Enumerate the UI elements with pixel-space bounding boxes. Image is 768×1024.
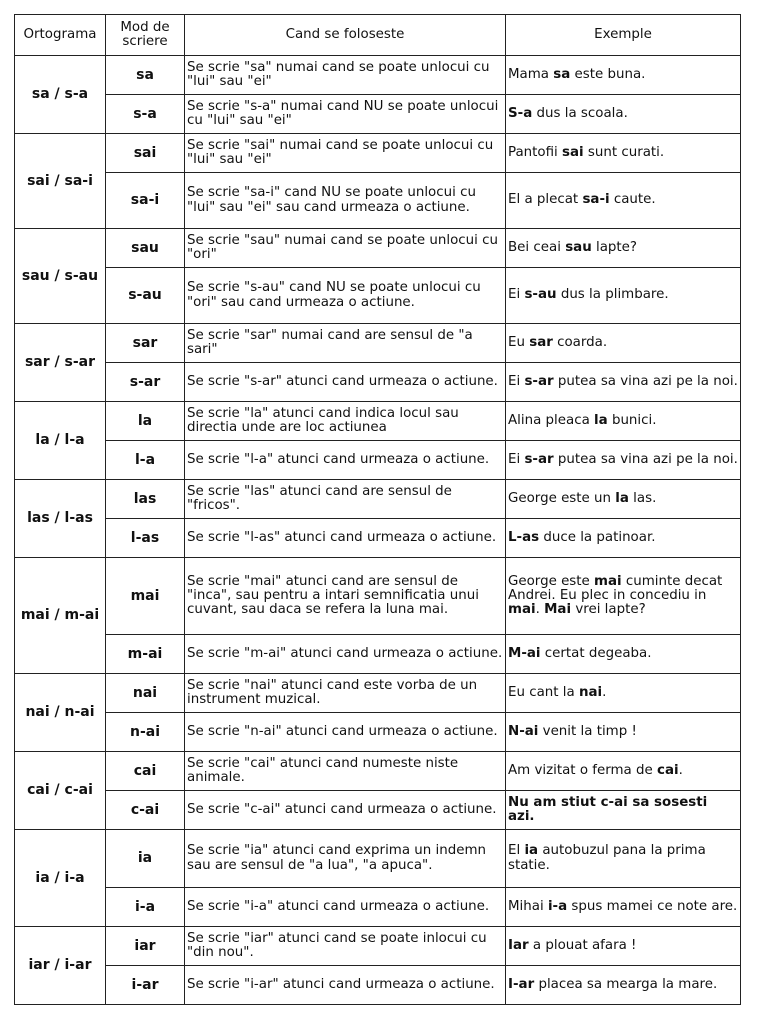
example-cell: Ei s-ar putea sa vina azi pe la noi.: [506, 441, 741, 480]
form-cell: nai: [106, 674, 185, 713]
example-cell: George este mai cuminte decat Andrei. Eu plec in concediu in mai. Mai vrei lapte?: [506, 558, 741, 635]
example-highlight: Nu am stiut c-ai sa sosesti azi.: [508, 794, 708, 824]
table-row: [15, 324, 741, 363]
table-row: [15, 713, 741, 752]
form-cell: i-a: [106, 888, 185, 927]
table-row: [15, 402, 741, 441]
example-cell: Mama sa este buna.: [506, 56, 741, 95]
rule-cell: Se scrie "c-ai" atunci cand urmeaza o actiune.: [185, 791, 506, 830]
table-row: [15, 966, 741, 1005]
header-mod-de-scriere: Mod de scriere: [106, 15, 185, 56]
form-cell: l-a: [106, 441, 185, 480]
form-cell: mai: [106, 558, 185, 635]
orthogram-cell: sai / sa-i: [15, 134, 106, 229]
example-highlight: mai: [508, 602, 536, 618]
example-cell: Bei ceai sau lapte?: [506, 229, 741, 268]
orthogram-cell: sau / s-au: [15, 229, 106, 324]
form-cell: m-ai: [106, 635, 185, 674]
orthogram-cell: cai / c-ai: [15, 752, 106, 830]
orthogram-cell: mai / m-ai: [15, 558, 106, 674]
orthogram-cell: sar / s-ar: [15, 324, 106, 402]
example-highlight: L-as: [508, 529, 540, 545]
table-row: [15, 888, 741, 927]
table-row: [15, 830, 741, 888]
example-highlight: i-a: [547, 898, 568, 914]
table-row: [15, 927, 741, 966]
form-cell: cai: [106, 752, 185, 791]
example-highlight: sa-i: [582, 192, 610, 208]
example-cell: El ia autobuzul pana la prima statie.: [506, 830, 741, 888]
example-highlight: la: [594, 412, 608, 428]
table-row: [15, 752, 741, 791]
table-row: [15, 229, 741, 268]
orthogram-cell: ia / i-a: [15, 830, 106, 927]
example-cell: M-ai certat degeaba.: [506, 635, 741, 674]
form-cell: s-a: [106, 95, 185, 134]
rule-cell: Se scrie "l-a" atunci cand urmeaza o actiune.: [185, 441, 506, 480]
table-row: [15, 480, 741, 519]
form-cell: sau: [106, 229, 185, 268]
form-cell: l-as: [106, 519, 185, 558]
table-row: [15, 95, 741, 134]
header-exemple: Exemple: [506, 15, 741, 56]
example-cell: George este un la las.: [506, 480, 741, 519]
table-row: [15, 268, 741, 324]
example-cell: [506, 791, 741, 830]
header-cand-se-foloseste: Cand se foloseste: [185, 15, 506, 56]
form-cell: la: [106, 402, 185, 441]
table-row: [15, 791, 741, 830]
example-cell: Alina pleaca la bunici.: [506, 402, 741, 441]
example-highlight: ia: [524, 843, 539, 859]
orthogram-cell: la / l-a: [15, 402, 106, 480]
rule-cell: Se scrie "s-a" numai cand NU se poate unlocui cu "lui" sau "ei": [185, 95, 506, 134]
example-highlight: mai: [594, 573, 622, 589]
example-highlight: sau: [565, 239, 592, 255]
form-cell: c-ai: [106, 791, 185, 830]
table-row: [15, 56, 741, 95]
example-highlight: Iar: [508, 937, 529, 953]
rule-cell: Se scrie "i-ar" atunci cand urmeaza o actiune.: [185, 966, 506, 1005]
rule-cell: Se scrie "la" atunci cand indica locul sau directia unde are loc actiunea: [185, 402, 506, 441]
example-highlight: sar: [529, 334, 553, 350]
table-row: [15, 134, 741, 173]
example-cell: I-ar placea sa mearga la mare.: [506, 966, 741, 1005]
example-highlight: Mai: [544, 602, 572, 618]
example-cell: Ei s-au dus la plimbare.: [506, 268, 741, 324]
form-cell: sar: [106, 324, 185, 363]
form-cell: i-ar: [106, 966, 185, 1005]
form-cell: iar: [106, 927, 185, 966]
form-cell: s-ar: [106, 363, 185, 402]
example-highlight: I-ar: [508, 976, 535, 992]
rule-cell: Se scrie "sa" numai cand se poate unlocui cu "lui" sau "ei": [185, 56, 506, 95]
form-cell: s-au: [106, 268, 185, 324]
table-row: [15, 674, 741, 713]
orthogram-cell: las / l-as: [15, 480, 106, 558]
rule-cell: Se scrie "sa-i" cand NU se poate unlocui cu "lui" sau "ei" sau cand urmeaza o actiune.: [185, 173, 506, 229]
rule-cell: Se scrie "n-ai" atunci cand urmeaza o actiune.: [185, 713, 506, 752]
rule-cell: Se scrie "cai" atunci cand numeste niste animale.: [185, 752, 506, 791]
example-highlight: sa: [553, 66, 571, 82]
header-row: [15, 15, 741, 56]
table-row: [15, 519, 741, 558]
table-row: [15, 363, 741, 402]
example-highlight: M-ai: [508, 645, 541, 661]
example-cell: Iar a plouat afara !: [506, 927, 741, 966]
rule-cell: Se scrie "s-ar" atunci cand urmeaza o actiune.: [185, 363, 506, 402]
example-cell: L-as duce la patinoar.: [506, 519, 741, 558]
example-cell: Eu sar coarda.: [506, 324, 741, 363]
form-cell: sa: [106, 56, 185, 95]
table-row: [15, 635, 741, 674]
table-row: [15, 558, 741, 635]
form-cell: sai: [106, 134, 185, 173]
example-highlight: s-ar: [524, 451, 554, 467]
example-highlight: s-ar: [524, 373, 554, 389]
example-highlight: S-a: [508, 105, 533, 121]
example-cell: Mihai i-a spus mamei ce note are.: [506, 888, 741, 927]
example-cell: Am vizitat o ferma de cai.: [506, 752, 741, 791]
rule-cell: Se scrie "nai" atunci cand este vorba de un instrument muzical.: [185, 674, 506, 713]
form-cell: n-ai: [106, 713, 185, 752]
table-row: [15, 441, 741, 480]
example-highlight: nai: [578, 684, 603, 700]
example-cell: N-ai venit la timp !: [506, 713, 741, 752]
rule-cell: Se scrie "sar" numai cand are sensul de "a sari": [185, 324, 506, 363]
rule-cell: Se scrie "l-as" atunci cand urmeaza o actiune.: [185, 519, 506, 558]
form-cell: las: [106, 480, 185, 519]
example-cell: S-a dus la scoala.: [506, 95, 741, 134]
orthogram-table: [14, 14, 741, 1005]
example-cell: Ei s-ar putea sa vina azi pe la noi.: [506, 363, 741, 402]
orthogram-cell: nai / n-ai: [15, 674, 106, 752]
rule-cell: Se scrie "las" atunci cand are sensul de "fricos".: [185, 480, 506, 519]
rule-cell: Se scrie "i-a" atunci cand urmeaza o actiune.: [185, 888, 506, 927]
rule-cell: Se scrie "iar" atunci cand se poate inlocui cu "din nou".: [185, 927, 506, 966]
table-body: [15, 56, 741, 1005]
rule-cell: Se scrie "sai" numai cand se poate unlocui cu "lui" sau "ei": [185, 134, 506, 173]
example-highlight: sai: [562, 144, 584, 160]
form-cell: ia: [106, 830, 185, 888]
example-cell: El a plecat sa-i caute.: [506, 173, 741, 229]
rule-cell: Se scrie "s-au" cand NU se poate unlocui cu "ori" sau cand urmeaza o actiune.: [185, 268, 506, 324]
table-row: [15, 173, 741, 229]
example-cell: Eu cant la nai.: [506, 674, 741, 713]
rule-cell: Se scrie "m-ai" atunci cand urmeaza o actiune.: [185, 635, 506, 674]
example-highlight: s-au: [524, 287, 557, 303]
orthogram-cell: iar / i-ar: [15, 927, 106, 1005]
example-highlight: cai: [657, 762, 679, 778]
example-cell: Pantofii sai sunt curati.: [506, 134, 741, 173]
rule-cell: Se scrie "sau" numai cand se poate unlocui cu "ori": [185, 229, 506, 268]
rule-cell: Se scrie "mai" atunci cand are sensul de "inca", sau pentru a intari semnificatia unui cuvant, sau daca se refera la luna mai.: [185, 558, 506, 635]
orthogram-cell: sa / s-a: [15, 56, 106, 134]
header-ortograma: Ortograma: [15, 15, 106, 56]
form-cell: sa-i: [106, 173, 185, 229]
example-highlight: la: [615, 490, 629, 506]
example-highlight: N-ai: [508, 723, 539, 739]
rule-cell: Se scrie "ia" atunci cand exprima un indemn sau are sensul de "a lua", "a apuca".: [185, 830, 506, 888]
